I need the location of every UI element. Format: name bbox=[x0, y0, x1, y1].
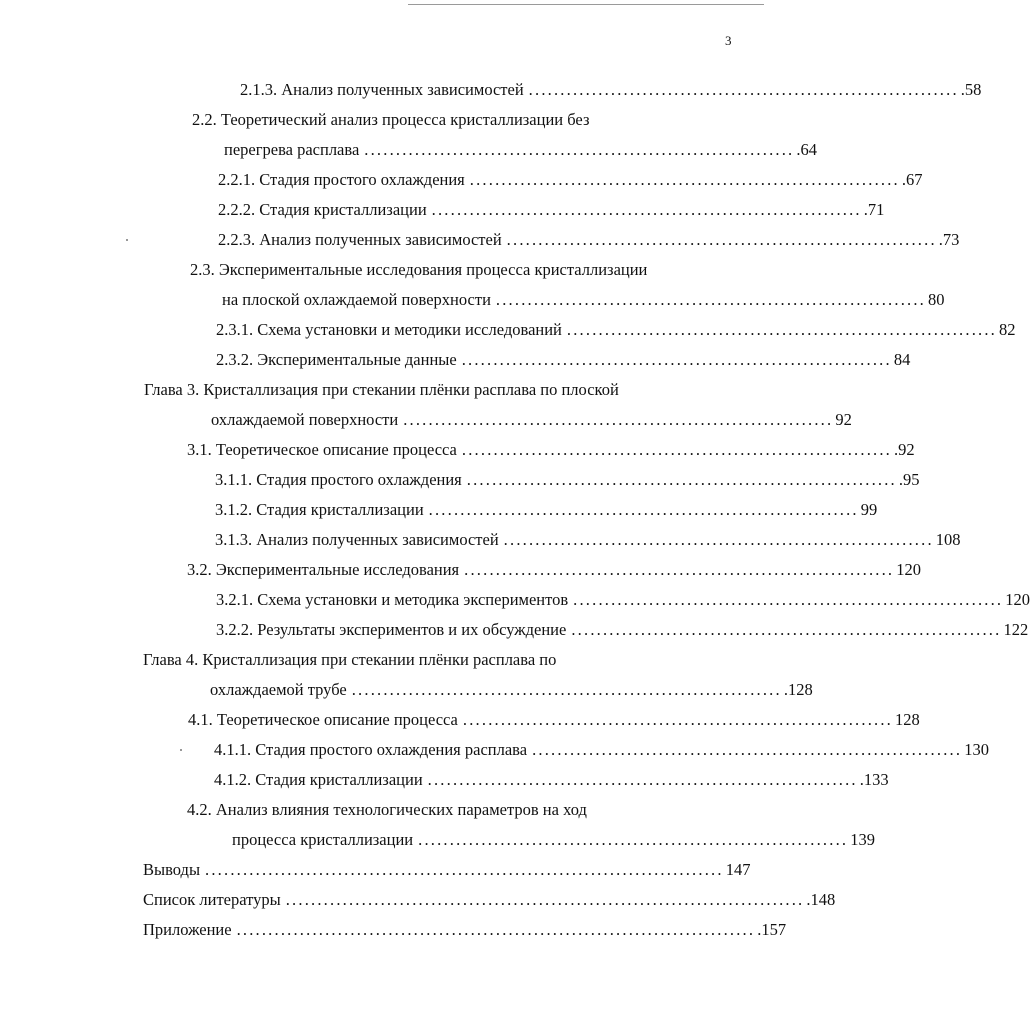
page-number: 3 bbox=[725, 33, 732, 48]
toc-entry-title: 2.3.2. Экспериментальные данные bbox=[216, 350, 457, 369]
toc-entry bbox=[187, 440, 915, 460]
toc-entry bbox=[211, 410, 852, 430]
leader-dots: .................................................................................. bbox=[285, 890, 805, 909]
leader-dots: .................................................................... bbox=[427, 770, 858, 789]
toc-entry-page: .92 bbox=[894, 440, 915, 459]
toc-entry-title: 3.1.3. Анализ полученных зависимостей bbox=[215, 530, 499, 549]
toc-entry-page: .64 bbox=[796, 140, 818, 159]
toc-entry-page: .148 bbox=[806, 890, 836, 909]
scan-speck bbox=[126, 239, 128, 241]
toc-entry-page: 120 bbox=[896, 560, 921, 579]
toc-entry-page: 92 bbox=[835, 410, 852, 429]
leader-dots: .................................................................... bbox=[469, 170, 900, 189]
toc-entry bbox=[216, 590, 1030, 610]
toc-entry bbox=[187, 800, 587, 820]
leader-dots: .................................................................... bbox=[503, 530, 934, 549]
toc-entry-page: 99 bbox=[860, 500, 878, 519]
leader-dots: .................................................................... bbox=[566, 320, 997, 339]
toc-entry-page: .133 bbox=[859, 770, 889, 789]
toc-entry-title: 4.2. Анализ влияния технологических параметров на ход bbox=[187, 800, 587, 819]
toc-entry bbox=[216, 620, 1029, 640]
scan-speck bbox=[180, 749, 182, 751]
toc-entry bbox=[240, 80, 982, 100]
toc-entry bbox=[190, 260, 647, 280]
toc-entry-title: 3.1.2. Стадия кристаллизации bbox=[215, 500, 424, 519]
leader-dots: .................................................................... bbox=[364, 140, 795, 159]
toc-entry-page: 84 bbox=[893, 350, 911, 369]
toc-entry-page: 147 bbox=[725, 860, 751, 879]
toc-entry bbox=[222, 290, 945, 310]
leader-dots: .................................................................... bbox=[461, 440, 892, 459]
toc-entry-title: охлаждаемой поверхности bbox=[211, 410, 399, 429]
toc-entry-title: перегрева расплава bbox=[224, 140, 360, 159]
toc-entry bbox=[143, 650, 556, 670]
toc-entry-page: 139 bbox=[850, 830, 875, 849]
toc-entry bbox=[215, 500, 878, 520]
toc-entry-title: 2.3. Экспериментальные исследования процесса кристаллизации bbox=[190, 260, 648, 279]
toc-entry bbox=[215, 470, 920, 490]
toc-entry-title: Список литературы bbox=[143, 890, 281, 909]
toc-entry bbox=[215, 530, 961, 550]
toc-entry bbox=[214, 740, 989, 760]
leader-dots: .................................................................... bbox=[571, 620, 1002, 639]
toc-entry-page: 122 bbox=[1003, 620, 1029, 639]
toc-entry bbox=[218, 230, 960, 250]
toc-entry-page: .73 bbox=[938, 230, 960, 249]
toc-entry-page: .95 bbox=[898, 470, 920, 489]
toc-entry-title: 4.1. Теоретическое описание процесса bbox=[188, 710, 458, 729]
toc-entry-title: 3.2. Экспериментальные исследования bbox=[187, 560, 460, 579]
toc-entry-page: 108 bbox=[935, 530, 961, 549]
leader-dots: .................................................................................. bbox=[205, 860, 724, 879]
leader-dots: .................................................................... bbox=[573, 590, 1004, 609]
leader-dots: .................................................................... bbox=[403, 410, 834, 429]
toc-entry-page: 128 bbox=[895, 710, 920, 729]
toc-entry bbox=[143, 890, 836, 910]
toc-entry-title: 4.1.1. Стадия простого охлаждения расплава bbox=[214, 740, 528, 759]
toc-entry-title: 3.2.1. Схема установки и методика экспериментов bbox=[216, 590, 569, 609]
toc-entry-page: 120 bbox=[1005, 590, 1030, 609]
toc-entry-title: Глава 4. Кристаллизация при стекании плёнки расплава по bbox=[143, 650, 557, 669]
toc-entry-page: .157 bbox=[757, 920, 787, 939]
toc-entry bbox=[143, 860, 751, 880]
toc-entry-title: 4.1.2. Стадия кристаллизации bbox=[214, 770, 423, 789]
toc-entry bbox=[143, 920, 787, 940]
toc-entry-page: .58 bbox=[960, 80, 982, 99]
toc-entry-title: 3.2.2. Результаты экспериментов и их обсуждение bbox=[216, 620, 567, 639]
toc-entry bbox=[216, 320, 1016, 340]
leader-dots: .................................................................... bbox=[466, 470, 897, 489]
toc-entry-title: Глава 3. Кристаллизация при стекании плёнки расплава по плоской bbox=[144, 380, 619, 399]
toc-entry bbox=[218, 170, 923, 190]
toc-entry-title: 3.1. Теоретическое описание процесса bbox=[187, 440, 457, 459]
leader-dots: .................................................................... bbox=[464, 560, 895, 579]
toc-entry bbox=[218, 200, 885, 220]
toc-entry-title: 2.3.1. Схема установки и методики исследований bbox=[216, 320, 562, 339]
toc-entry bbox=[210, 680, 813, 700]
toc-entry bbox=[216, 350, 911, 370]
leader-dots: .................................................................... bbox=[495, 290, 927, 309]
leader-dots: .................................................................... bbox=[428, 500, 859, 519]
toc-entry-title: 2.2. Теоретический анализ процесса кристаллизации без bbox=[192, 110, 590, 129]
toc-entry-title: охлаждаемой трубе bbox=[210, 680, 347, 699]
leader-dots: .................................................................... bbox=[418, 830, 849, 849]
leader-dots: .................................................................... bbox=[532, 740, 963, 759]
toc-entry bbox=[187, 560, 921, 580]
toc-entry-page: .67 bbox=[901, 170, 923, 189]
toc-entry-page: 80 bbox=[928, 290, 945, 309]
toc-entry-title: 3.1.1. Стадия простого охлаждения bbox=[215, 470, 462, 489]
leader-dots: .................................................................... bbox=[528, 80, 959, 99]
toc-entry-page: 82 bbox=[999, 320, 1016, 339]
leader-dots: .................................................................... bbox=[462, 710, 893, 729]
toc-entry bbox=[144, 380, 619, 400]
toc-entry-title: Приложение bbox=[143, 920, 232, 939]
toc-entry bbox=[232, 830, 875, 850]
toc-entry-page: .71 bbox=[863, 200, 885, 219]
toc-entry-title: 2.2.2. Стадия кристаллизации bbox=[218, 200, 427, 219]
toc-entry-title: 2.2.3. Анализ полученных зависимостей bbox=[218, 230, 502, 249]
toc-entry-title: процесса кристаллизации bbox=[232, 830, 414, 849]
leader-dots: .................................................................... bbox=[431, 200, 862, 219]
leader-dots: .................................................................... bbox=[351, 680, 782, 699]
leader-dots: .................................................................... bbox=[461, 350, 892, 369]
toc-entry-title: Выводы bbox=[143, 860, 201, 879]
toc-entry bbox=[214, 770, 889, 790]
toc-entry-page: .128 bbox=[783, 680, 813, 699]
toc-entry-page: 130 bbox=[964, 740, 989, 759]
toc-entry bbox=[224, 140, 818, 160]
leader-dots: .................................................................... bbox=[506, 230, 937, 249]
toc-entry bbox=[188, 710, 920, 730]
toc-entry-title: 2.1.3. Анализ полученных зависимостей bbox=[240, 80, 524, 99]
toc-entry-title: на плоской охлаждаемой поверхности bbox=[222, 290, 491, 309]
toc-entry bbox=[192, 110, 589, 130]
leader-dots: .................................................................................. bbox=[236, 920, 756, 939]
toc-entry-title: 2.2.1. Стадия простого охлаждения bbox=[218, 170, 465, 189]
